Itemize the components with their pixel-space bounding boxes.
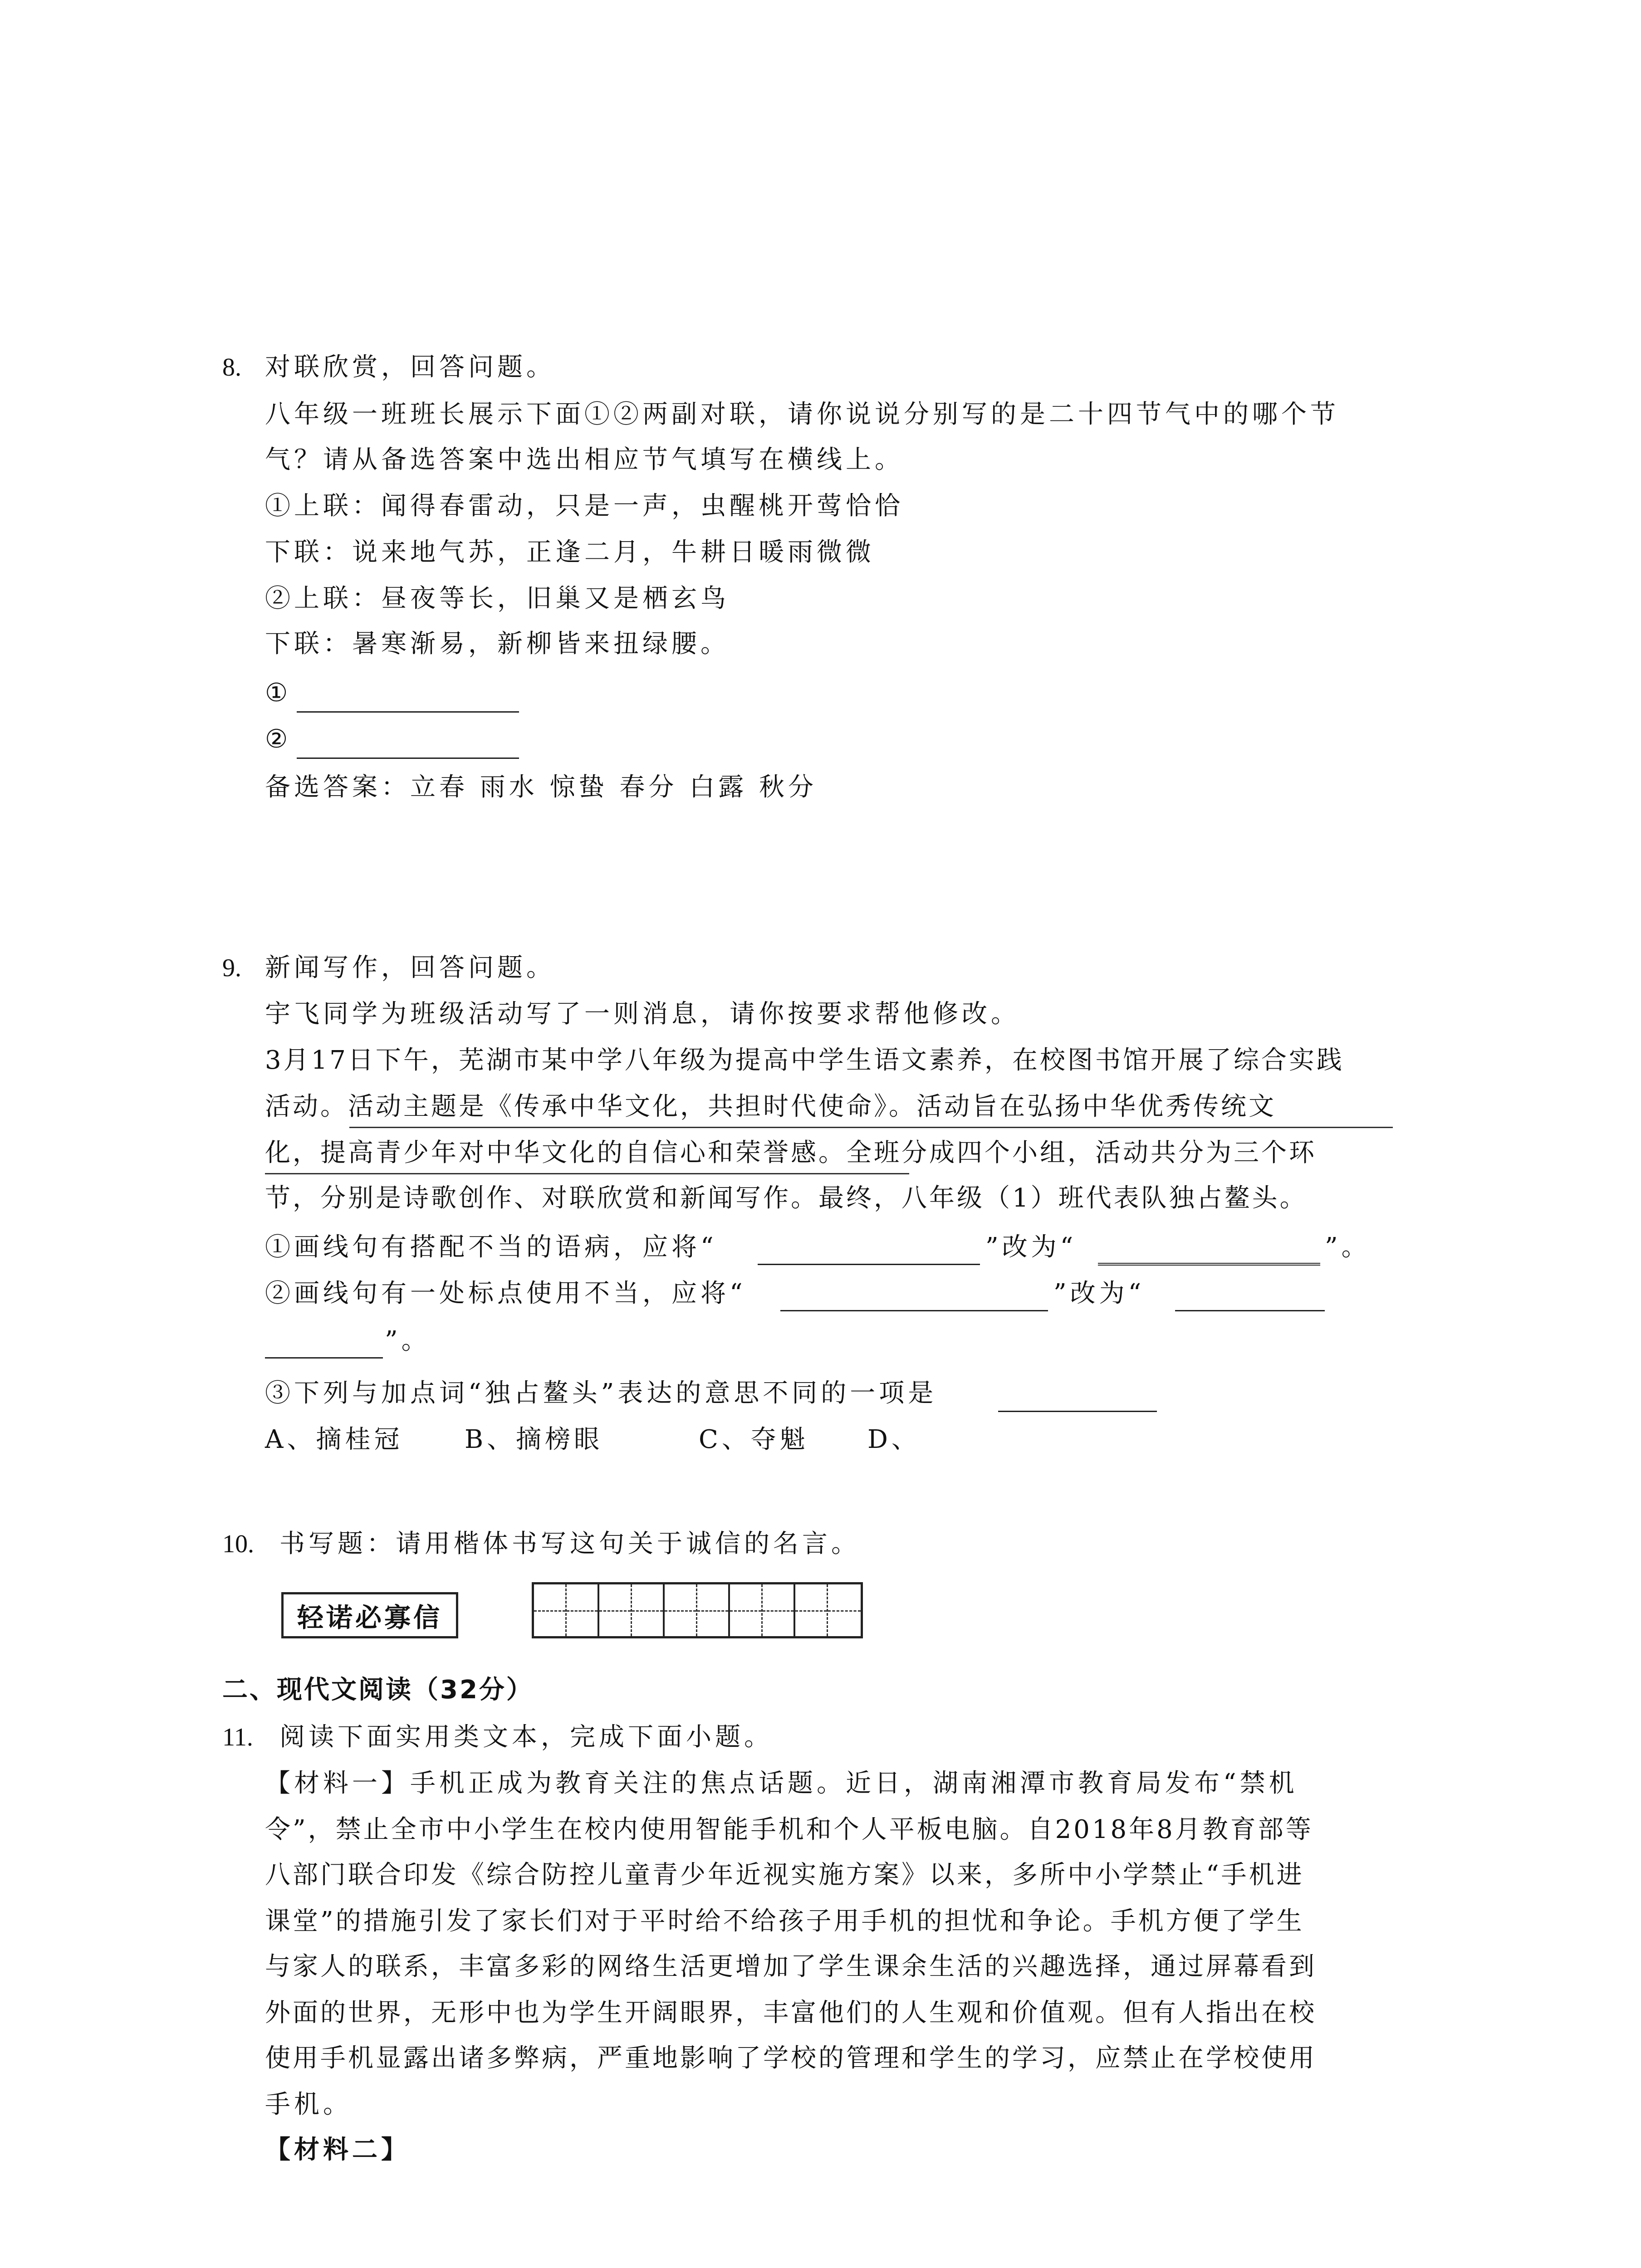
writing-grid-cell[interactable] [763, 1584, 795, 1636]
q9-sub3-blank[interactable] [998, 1411, 1157, 1412]
writing-grid-cell[interactable] [599, 1584, 632, 1636]
writing-grid-cell[interactable] [567, 1584, 599, 1636]
q9-option-c: C、夺魁 [699, 1425, 809, 1454]
q9-sub1-b: ”改为“ [985, 1232, 1077, 1262]
writing-grid-cell[interactable] [828, 1584, 861, 1636]
q8-couplet1-lower: 下联：说来地气苏，正逢二月，牛耕日暖雨微微 [265, 538, 875, 567]
q11-title: 阅读下面实用类文本，完成下面小题。 [279, 1722, 773, 1752]
q9-number: 9. [222, 954, 241, 982]
q9-news-line4: 节，分别是诗歌创作、对联欣赏和新闻写作。最终，八年级（1）班代表队独占鳌头。 [265, 1183, 1308, 1213]
q9-sub1-c: ”。 [1325, 1232, 1371, 1262]
q9-option-a: A、摘桂冠 [265, 1425, 403, 1454]
q8-couplet2-lower: 下联：暑寒渐易，新柳皆来扭绿腰。 [265, 629, 730, 659]
q11-material2-label: 【材料二】 [265, 2135, 410, 2165]
q11-material1-line1: 【材料一】手机正成为教育关注的焦点话题。近日，湖南湘潭市教育局发布“禁机 [265, 1769, 1298, 1798]
q8-options: 备选答案：立春 雨水 惊蛰 春分 白露 秋分 [265, 772, 818, 802]
q9-sub2-blank-to-part2[interactable] [265, 1357, 383, 1359]
q8-intro-line1: 八年级一班班长展示下面①②两副对联，请你说说分别写的是二十四节气中的哪个节 [265, 400, 1339, 429]
writing-grid-cell[interactable] [795, 1584, 828, 1636]
q9-news-line3: 化，提高青少年对中华文化的自信心和荣誉感。全班分成四个小组，活动共分为三个环 [265, 1138, 1317, 1168]
q8-blank1-label: ① [265, 678, 292, 708]
q9-news-line2: 活动。活动主题是《传承中华文化，共担时代使命》。活动旨在弘扬中华优秀传统文 [265, 1092, 1276, 1121]
q9-sub2-b: ”改为“ [1053, 1279, 1145, 1308]
q9-intro: 宇飞同学为班级活动写了一则消息，请你按要求帮他修改。 [265, 999, 1020, 1029]
q9-option-b: B、摘榜眼 [465, 1425, 603, 1454]
writing-grid-cell[interactable] [730, 1584, 763, 1636]
q9-title: 新闻写作，回答问题。 [265, 953, 555, 982]
q9-sub2-blank-to-part1[interactable] [1175, 1310, 1325, 1311]
q9-sub2-a: ②画线句有一处标点使用不当，应将“ [265, 1279, 746, 1308]
writing-grid-cell[interactable] [534, 1584, 567, 1636]
q8-number: 8. [222, 353, 241, 381]
q9-underline-2 [265, 1173, 909, 1174]
writing-grid-cell[interactable] [632, 1584, 665, 1636]
q9-news-line1: 3月17日下午，芜湖市某中学八年级为提高中学生语文素养，在校图书馆开展了综合实践 [265, 1046, 1344, 1075]
q11-material1-line2: 令”，禁止全市中小学生在校内使用智能手机和个人平板电脑。自2018年8月教育部等 [265, 1815, 1313, 1844]
writing-grid-cell[interactable] [697, 1584, 730, 1636]
q10-title: 书写题：请用楷体书写这句关于诚信的名言。 [279, 1529, 860, 1559]
q11-number: 11. [222, 1723, 253, 1751]
q8-answer-blank-1[interactable] [297, 711, 519, 713]
q11-material1-line5: 与家人的联系，丰富多彩的网络生活更增加了学生课余生活的兴趣选择，通过屏幕看到 [265, 1952, 1317, 1981]
q11-material1-line4: 课堂”的措施引发了家长们对于平时给不给孩子用手机的担忧和争论。手机方便了学生 [265, 1906, 1304, 1936]
q11-material1-line6: 外面的世界，无形中也为学生开阔眼界，丰富他们的人生观和价值观。但有人指出在校 [265, 1998, 1317, 2028]
q9-underline-1 [349, 1127, 1393, 1128]
q8-couplet1-upper: ①上联：闻得春雷动，只是一声，虫醒桃开莺恰恰 [265, 491, 904, 521]
q8-blank2-label: ② [265, 724, 292, 754]
q11-material1-line8: 手机。 [265, 2090, 352, 2119]
q9-option-d: D、 [867, 1425, 921, 1454]
q8-title: 对联欣赏，回答问题。 [265, 352, 555, 382]
section2-heading: 二、现代文阅读（32分） [222, 1675, 534, 1705]
q9-sub1-a: ①画线句有搭配不当的语病，应将“ [265, 1232, 717, 1262]
q9-sub2-c: ”。 [385, 1326, 431, 1355]
q9-sub1-blank-from[interactable] [758, 1264, 980, 1265]
q9-sub2-blank-from[interactable] [780, 1310, 1048, 1311]
q10-number: 10. [222, 1530, 254, 1558]
q9-sub1-blank-to[interactable] [1098, 1263, 1320, 1266]
calligraphy-sample-image: 轻诺必寡信 [281, 1592, 458, 1638]
q8-answer-blank-2[interactable] [297, 758, 519, 759]
q8-intro-line2: 气？请从备选答案中选出相应节气填写在横线上。 [265, 445, 904, 474]
writing-grid-cell[interactable] [665, 1584, 697, 1636]
q8-couplet2-upper: ②上联：昼夜等长，旧巢又是栖玄鸟 [265, 584, 730, 613]
writing-grid[interactable] [532, 1582, 863, 1638]
q11-material1-line7: 使用手机显露出诸多弊病，严重地影响了学校的管理和学生的学习，应禁止在学校使用 [265, 2043, 1317, 2073]
q11-material1-line3: 八部门联合印发《综合防控儿童青少年近视实施方案》以来，多所中小学禁止“手机进 [265, 1860, 1304, 1890]
q9-sub3: ③下列与加点词“独占鳌头”表达的意思不同的一项是 [265, 1378, 937, 1408]
